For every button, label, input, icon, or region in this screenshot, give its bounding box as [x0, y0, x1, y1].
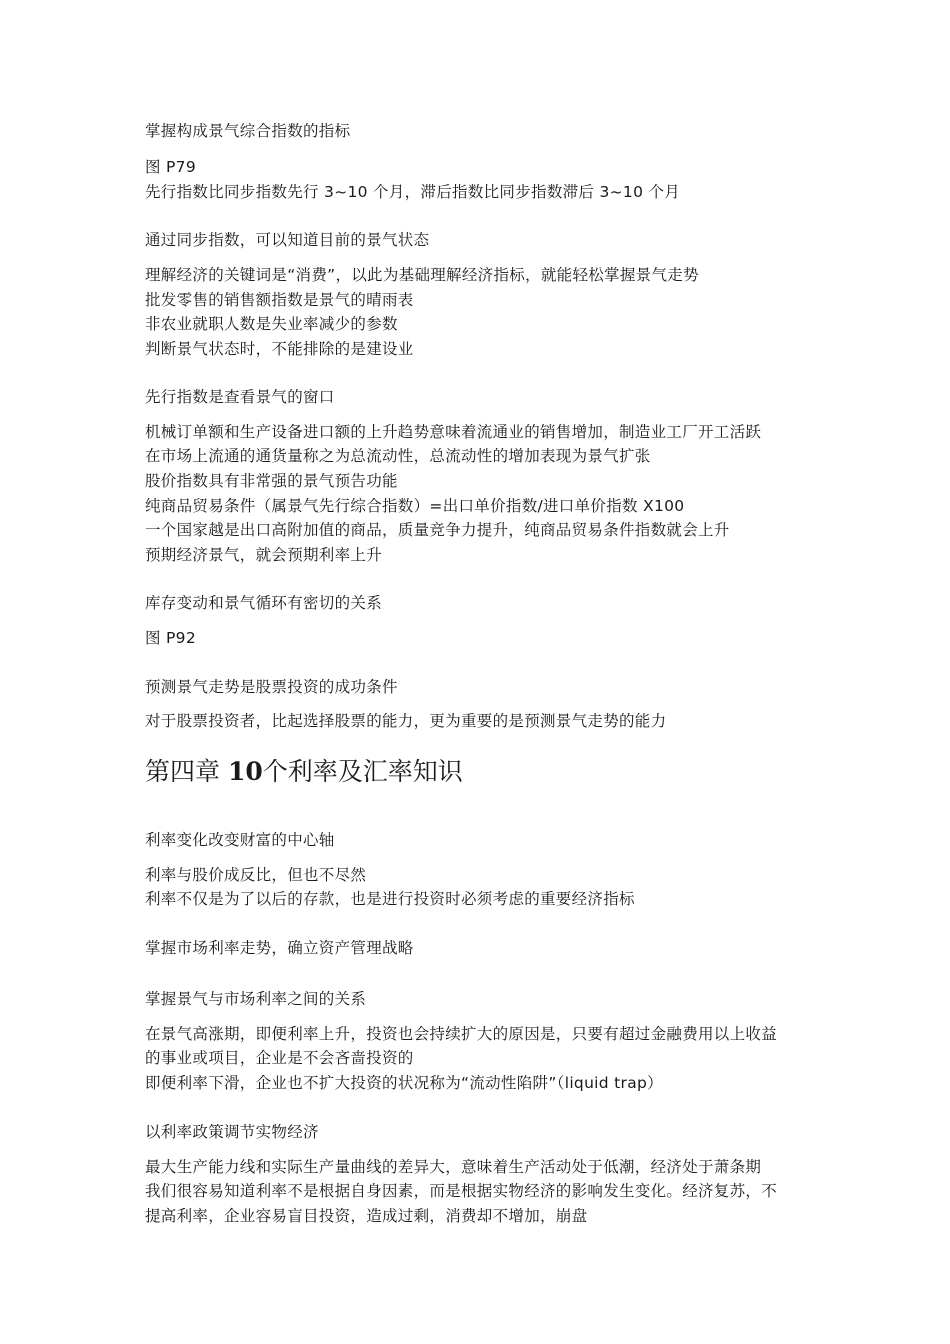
paragraph-line: 即便利率下滑，企业也不扩大投资的状况称为“流动性陷阱”（liquid trap） — [145, 1074, 663, 1092]
chapter-heading — [145, 756, 463, 788]
paragraph-line: 我们很容易知道利率不是根据自身因素，而是根据实物经济的影响发生变化。经济复苏，不 — [145, 1182, 778, 1200]
paragraph-line: 非农业就职人数是失业率减少的参数 — [145, 315, 398, 333]
section-heading: 库存变动和景气循环有密切的关系 — [145, 594, 383, 612]
paragraph-line: 最大生产能力线和实际生产量曲线的差异大，意味着生产活动处于低潮，经济处于萧条期 — [145, 1158, 762, 1176]
paragraph-line: 对于股票投资者，比起选择股票的能力，更为重要的是预测景气走势的能力 — [145, 712, 667, 730]
paragraph-line: 一个国家越是出口高附加值的商品，质量竞争力提升，纯商品贸易条件指数就会上升 — [145, 521, 730, 539]
section-heading: 掌握市场利率走势，确立资产管理战略 — [145, 939, 414, 957]
chapter-number: 10 — [227, 757, 263, 786]
paragraph-line: 机械订单额和生产设备进口额的上升趋势意味着流通业的销售增加，制造业工厂开工活跃 — [145, 423, 762, 441]
section-heading: 利率变化改变财富的中心轴 — [145, 831, 335, 849]
paragraph-line: 股价指数具有非常强的景气预告功能 — [145, 472, 398, 490]
paragraph-line: 理解经济的关键词是“消费”，以此为基础理解经济指标，就能轻松掌握景气走势 — [145, 266, 699, 284]
paragraph-line: 纯商品贸易条件（属景气先行综合指数）=出口单价指数/进口单价指数 X100 — [145, 497, 685, 515]
figure-ref: 图 P79 — [145, 158, 196, 176]
paragraph-line: 利率与股价成反比，但也不尽然 — [145, 866, 367, 884]
section-heading: 掌握景气与市场利率之间的关系 — [145, 990, 367, 1008]
figure-ref: 图 P92 — [145, 629, 196, 647]
paragraph-line: 判断景气状态时，不能排除的是建设业 — [145, 340, 414, 358]
paragraph-line: 先行指数比同步指数先行 3~10 个月，滞后指数比同步指数滞后 3~10 个月 — [145, 183, 681, 201]
paragraph-line: 预期经济景气，就会预期利率上升 — [145, 546, 383, 564]
paragraph-line: 提高利率，企业容易盲目投资，造成过剩，消费却不增加，崩盘 — [145, 1207, 588, 1225]
section-heading: 预测景气走势是股票投资的成功条件 — [145, 678, 398, 696]
section-heading: 通过同步指数，可以知道目前的景气状态 — [145, 231, 430, 249]
paragraph-line: 利率不仅是为了以后的存款，也是进行投资时必须考虑的重要经济指标 — [145, 890, 635, 908]
chapter-title: 个利率及汇率知识 — [262, 757, 463, 786]
paragraph-line: 在景气高涨期，即便利率上升，投资也会持续扩大的原因是，只要有超过金融费用以上收益 — [145, 1025, 778, 1043]
section-heading: 先行指数是查看景气的窗口 — [145, 388, 335, 406]
section-heading: 掌握构成景气综合指数的指标 — [145, 122, 351, 140]
paragraph-line: 批发零售的销售额指数是景气的晴雨表 — [145, 291, 414, 309]
chapter-prefix: 第四章 — [145, 757, 221, 786]
paragraph-line: 的事业或项目，企业是不会吝啬投资的 — [145, 1049, 414, 1067]
section-heading: 以利率政策调节实物经济 — [145, 1123, 319, 1141]
paragraph-line: 在市场上流通的通货量称之为总流动性，总流动性的增加表现为景气扩张 — [145, 447, 651, 465]
